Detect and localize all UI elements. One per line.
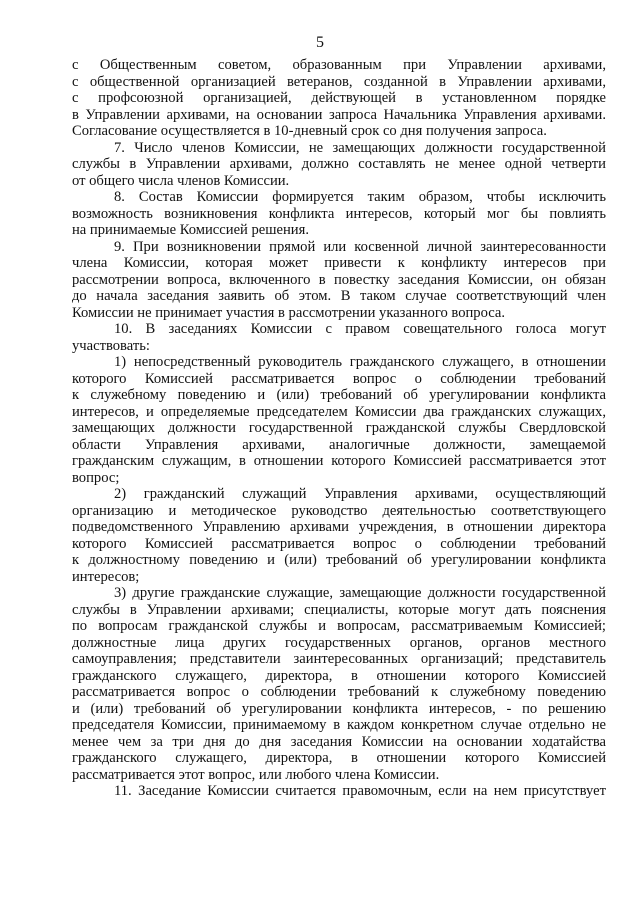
text-line: 8. Состав Комиссии формируется таким образом, чтобы исключить (114, 189, 606, 205)
text-line: от общего числа членов Комиссии. (72, 172, 290, 189)
text-line: возможность возникновения конфликта интересов, который мог бы повлиять (72, 205, 606, 222)
text-line: должностные лица других государственных органов, органов местного (72, 634, 606, 651)
text-line: подведомственного Управлению архивами учреждения, в отношении директора (72, 519, 606, 535)
text-line: самоуправления; представители заинтересованных организаций; представитель (72, 651, 606, 667)
text-line: участвовать: (72, 337, 150, 354)
text-line: 11. Заседание Комиссии считается правомочным, если на нем присутствует (114, 783, 606, 799)
text-line: и (или) требований об урегулировании конфликта интересов, - по решению (72, 700, 606, 717)
text-line: которого Комиссией рассматривается вопрос о соблюдении требований (72, 370, 606, 387)
text-line: службы в Управлении архивами, должно составлять не менее одной четверти (72, 156, 606, 172)
text-line: интересов, и определяемые председателем Комиссии два гражданских служащих, (72, 403, 606, 420)
text-line: службы в Управлении архивами; специалисты, которые могут дать пояснения (72, 601, 606, 618)
document-body (72, 57, 606, 800)
text-line: в Управлении архивами, на основании запроса Начальника Управления архивами. (72, 106, 606, 123)
text-line: с профсоюзной организацией, действующей в установленном порядке (72, 90, 606, 106)
text-line: 7. Число членов Комиссии, не замещающих должности государственной (114, 139, 606, 156)
text-line: 9. При возникновении прямой или косвенной личной заинтересованности (114, 238, 606, 255)
text-line: менее чем за три дня до дня заседания Комиссии на основании ходатайства (72, 733, 606, 750)
text-line: 2) гражданский служащий Управления архивами, осуществляющий (114, 486, 606, 502)
text-line: с общественной организацией ветеранов, созданной в Управлении архивами, (72, 73, 606, 90)
text-line: 1) непосредственный руководитель гражданского служащего, в отношении (114, 354, 606, 370)
text-line: 10. В заседаниях Комиссии с правом совещательного голоса могут (114, 321, 606, 337)
text-line: рассматривается вопрос о соблюдении требований к служебному поведению (72, 684, 606, 700)
text-line: по вопросам гражданской службы и вопросам, рассматриваемым Комиссией; (72, 618, 606, 634)
text-line: гражданским служащим, в отношении которого Комиссией рассматривается этот (72, 453, 606, 469)
text-line: члена Комиссии, которая может привести к конфликту интересов при (72, 255, 606, 271)
text-line: рассмотрении вопроса, включенного в повестку заседания Комиссии, он обязан (72, 271, 606, 288)
text-line: председателя Комиссии, принимаемому в каждом конкретном случае отдельно не (72, 717, 606, 733)
text-line: гражданского служащего, директора, в отношении которого Комиссией (72, 667, 606, 684)
page-number: 5 (316, 34, 324, 51)
text-line: которого Комиссией рассматривается вопрос о соблюдении требований (72, 535, 606, 552)
text-line: Согласование осуществляется в 10-дневный срок со дня получения запроса. (72, 123, 547, 139)
text-line: рассматривается этот вопрос, или любого члена Комиссии. (72, 766, 440, 783)
text-line: до начала заседания заявить об этом. В таком случае соответствующий член (72, 288, 606, 304)
text-line: на принимаемые Комиссией решения. (72, 222, 309, 238)
text-line: замещающих должности государственной гражданской службы Свердловской (72, 420, 606, 436)
text-line: интересов; (72, 568, 140, 585)
text-line: вопрос; (72, 469, 120, 486)
text-line: Комиссии не принимает участия в рассмотрении указанного вопроса. (72, 304, 506, 321)
text-line: 3) другие гражданские служащие, замещающие должности государственной (114, 585, 606, 601)
text-line: организацию и методическое руководство деятельностью соответствующего (72, 502, 606, 519)
text-line: с Общественным советом, образованным при Управлении архивами, (72, 57, 606, 73)
text-line: области Управления архивами, аналогичные должности, замещаемой (72, 436, 606, 453)
text-line: гражданского служащего, директора, в отношении которого Комиссией (72, 750, 606, 766)
text-line: к служебному поведению и (или) требований об урегулировании конфликта (72, 387, 606, 403)
text-line: к должностному поведению и (или) требований об урегулировании конфликта (72, 552, 606, 568)
